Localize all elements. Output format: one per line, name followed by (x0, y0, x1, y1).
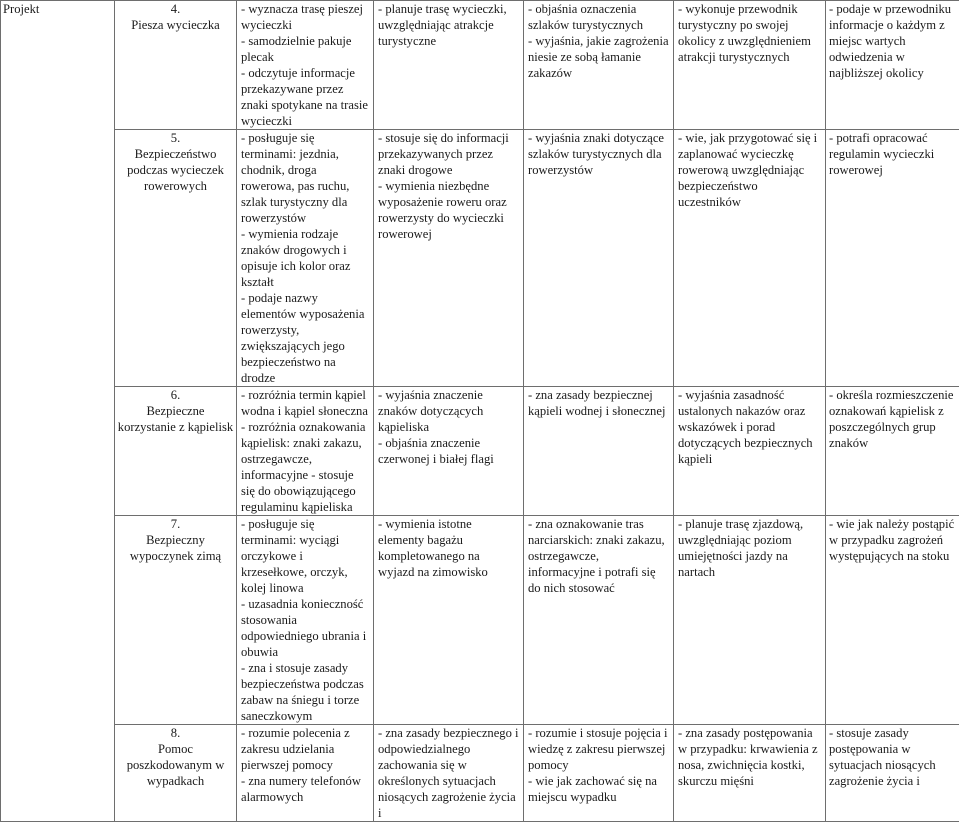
requirement-cell: - podaje w przewodniku informacje o każdym z miejsc wartych odwiedzenia w najbliższej okolicy (826, 1, 959, 130)
requirement-cell: - stosuje się do informacji przekazywanych przez znaki drogowe - wymienia niezbędne wyposażenie roweru oraz rowerzysty do wycieczki rowerowej (374, 130, 524, 387)
requirement-cell: - zna zasady bezpiecznej kąpieli wodnej i słonecznej (524, 387, 674, 516)
requirement-cell: - wyznacza trasę pieszej wycieczki - samodzielnie pakuje plecak - odczytuje informacje przekazywane przez znaki spotykane na trasie wycieczki (237, 1, 374, 130)
requirement-cell: - wie, jak przygotować się i zaplanować wycieczkę rowerową uwzględniając bezpieczeństwo uczestników (674, 130, 826, 387)
requirement-cell: - stosuje zasady postępowania w sytuacjach niosących zagrożenie życia i (826, 725, 959, 822)
requirement-cell: - wykonuje przewodnik turystyczny po swojej okolicy z uwzględnieniem atrakcji turystycznych (674, 1, 826, 130)
requirement-cell: - wyjaśnia zasadność ustalonych nakazów oraz wskazówek i porad dotyczących bezpiecznych kąpieli (674, 387, 826, 516)
requirement-cell: - zna zasady bezpiecznego i odpowiedzialnego zachowania się w określonych sytuacjach niosących zagrożenie życia i (374, 725, 524, 822)
requirement-cell: - zna zasady postępowania w przypadku: krwawienia z nosa, zwichnięcia kostki, skurczu mięśni (674, 725, 826, 822)
topic-cell: 5. Bezpieczeństwo podczas wycieczek rowerowych (115, 130, 237, 387)
requirement-cell: - objaśnia oznaczenia szlaków turystycznych - wyjaśnia, jakie zagrożenia niesie ze sobą łamanie zakazów (524, 1, 674, 130)
requirement-cell: - rozumie i stosuje pojęcia i wiedzę z zakresu pierwszej pomocy - wie jak zachować się na miejscu wypadku (524, 725, 674, 822)
topic-cell: 4. Piesza wycieczka (115, 1, 237, 130)
requirement-cell: - wie jak należy postąpić w przypadku zagrożeń występujących na stoku (826, 516, 959, 725)
table-row (1, 387, 959, 516)
project-label: Projekt (1, 1, 115, 822)
requirement-cell: - posługuje się terminami: jezdnia, chodnik, droga rowerowa, pas ruchu, szlak turystyczny dla rowerzystów - wymienia rodzaje znaków drogowych i opisuje ich kolor oraz kształt - podaje nazwy elementów wyposażenia rowerzysty, zwiększających jego bezpieczeństwo na drodze (237, 130, 374, 387)
requirement-cell: - potrafi opracować regulamin wycieczki rowerowej (826, 130, 959, 387)
topic-cell: 7. Bezpieczny wypoczynek zimą (115, 516, 237, 725)
table-row (1, 725, 959, 822)
requirement-cell: - rozróżnia termin kąpiel wodna i kąpiel słoneczna - rozróżnia oznakowania kąpielisk: znaki zakazu, ostrzegawcze, informacyjne - stosuje się do obowiązującego regulaminu kąpieliska (237, 387, 374, 516)
requirement-cell: - posługuje się terminami: wyciągi orczykowe i krzesełkowe, orczyk, kolej linowa - uzasadnia konieczność stosowania odpowiedniego ubrania i obuwia - zna i stosuje zasady bezpieczeństwa podczas zabaw na śniegu i torze saneczkowym (237, 516, 374, 725)
table-row (1, 516, 959, 725)
requirement-cell: - rozumie polecenia z zakresu udzielania pierwszej pomocy - zna numery telefonów alarmowych (237, 725, 374, 822)
table-row (1, 130, 959, 387)
requirement-cell: - wyjaśnia znaki dotyczące szlaków turystycznych dla rowerzystów (524, 130, 674, 387)
requirement-cell: - zna oznakowanie tras narciarskich: znaki zakazu, ostrzegawcze, informacyjne i potrafi się do nich stosować (524, 516, 674, 725)
requirement-cell: - planuje trasę zjazdową, uwzględniając poziom umiejętności jazdy na nartach (674, 516, 826, 725)
topic-cell: 8. Pomoc poszkodowanym w wypadkach (115, 725, 237, 822)
topic-cell: 6. Bezpieczne korzystanie z kąpielisk (115, 387, 237, 516)
table-row (1, 1, 959, 130)
requirement-cell: - wymienia istotne elementy bagażu kompletowanego na wyjazd na zimowisko (374, 516, 524, 725)
requirement-cell: - określa rozmieszczenie oznakowań kąpielisk z poszczególnych grup znaków (826, 387, 959, 516)
requirement-cell: - planuje trasę wycieczki, uwzględniając atrakcje turystyczne (374, 1, 524, 130)
requirement-cell: - wyjaśnia znaczenie znaków dotyczących kąpieliska - objaśnia znaczenie czerwonej i białej flagi (374, 387, 524, 516)
